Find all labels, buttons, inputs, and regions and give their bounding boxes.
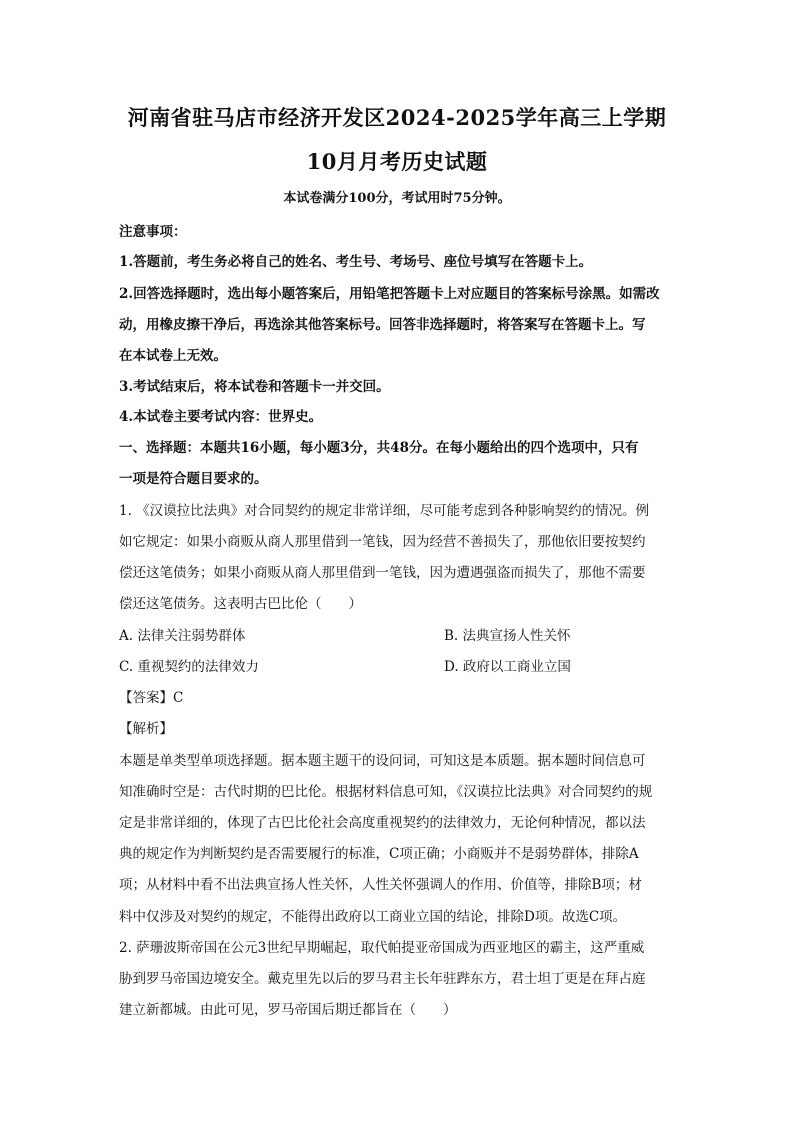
note-1: 1.答题前，考生务必将自己的姓名、考生号、考场号、座位号填写在答题卡上。 [119, 254, 593, 270]
q1-analysis-line5: 项；从材料中看不出法典宣扬人性关怀，人性关怀强调人的作用、价值等，排除B项；材 [119, 877, 642, 893]
note-2-line1: 2.回答选择题时，选出每小题答案后，用铅笔把答题卡上对应题目的答案标号涂黑。如需改 [119, 286, 660, 302]
q2-stem-line3: 建立新都城。由此可见，罗马帝国后期迁都旨在（ ） [119, 1002, 457, 1018]
q1-option-d: D. 政府以工商业立国 [444, 659, 571, 675]
q2-stem-line1: 2. 萨珊波斯帝国在公元3世纪早期崛起，取代帕提亚帝国成为西亚地区的霸主，这严重威 [119, 940, 645, 956]
q1-option-c: C. 重视契约的法律效力 [119, 659, 259, 675]
q1-option-b: B. 法典宣扬人性关怀 [444, 628, 571, 644]
q1-stem-line4: 偿还这笔债务。这表明古巴比伦（ ） [119, 596, 362, 612]
q1-analysis-line2: 知准确时空是：古代时期的巴比伦。根据材料信息可知，《汉谟拉比法典》对合同契约的规 [119, 784, 653, 800]
q1-stem-line1: 1. 《汉谟拉比法典》对合同契约的规定非常详细，尽可能考虑到各种影响契约的情况。例 [119, 503, 650, 519]
q1-stem-line3: 偿还这笔债务；如果小商贩从商人那里借到一笔钱，因为遭遇强盗而损失了，那他不需要 [119, 565, 646, 581]
q1-analysis-line6: 料中仅涉及对契约的规定，不能得出政府以工商业立国的结论，排除D项。故选C项。 [119, 909, 627, 925]
q2-stem-line2: 胁到罗马帝国边境安全。戴克里先以后的罗马君主长年驻跸东方，君士坦丁更是在拜占庭 [119, 971, 646, 987]
q1-analysis-label: 【解析】 [119, 721, 173, 737]
q1-analysis-line4: 典的规定作为判断契约是否需要履行的标准，C项正确；小商贩并不是弱势群体，排除A [119, 846, 639, 862]
exam-subtitle: 本试卷满分100分，考试用时75分钟。 [283, 191, 511, 206]
q1-stem-line2: 如它规定：如果小商贩从商人那里借到一笔钱，因为经营不善损失了，那他依旧要按契约 [119, 534, 646, 550]
note-2-line3: 在本试卷上无效。 [119, 348, 227, 364]
section-heading-line1: 一、选择题：本题共16小题，每小题3分，共48分。在每小题给出的四个选项中，只有 [119, 440, 639, 456]
q1-option-a: A. 法律关注弱势群体 [119, 628, 246, 644]
notes-heading: 注意事项： [119, 224, 187, 240]
q1-analysis-line1: 本题是单类型单项选择题。据本题主题干的设问词，可知这是本质题。据本题时间信息可 [119, 753, 646, 769]
q1-analysis-line3: 定是非常详细的，体现了古巴比伦社会高度重视契约的法律效力，无论何种情况，都以法 [119, 815, 646, 831]
q1-answer: 【答案】C [119, 690, 184, 706]
note-4: 4.本试卷主要考试内容：世界史。 [119, 409, 323, 425]
note-2-line2: 动，用橡皮擦干净后，再选涂其他答案标号。回答非选择题时，将答案写在答题卡上。写 [119, 317, 646, 333]
exam-title-line2: 10月月考历史试题 [306, 149, 488, 174]
section-heading-line2: 一项是符合题目要求的。 [119, 471, 268, 487]
note-3: 3.考试结束后，将本试卷和答题卡一并交回。 [119, 379, 390, 395]
exam-title-line1: 河南省驻马店市经济开发区2024-2025学年高三上学期 [127, 105, 667, 130]
